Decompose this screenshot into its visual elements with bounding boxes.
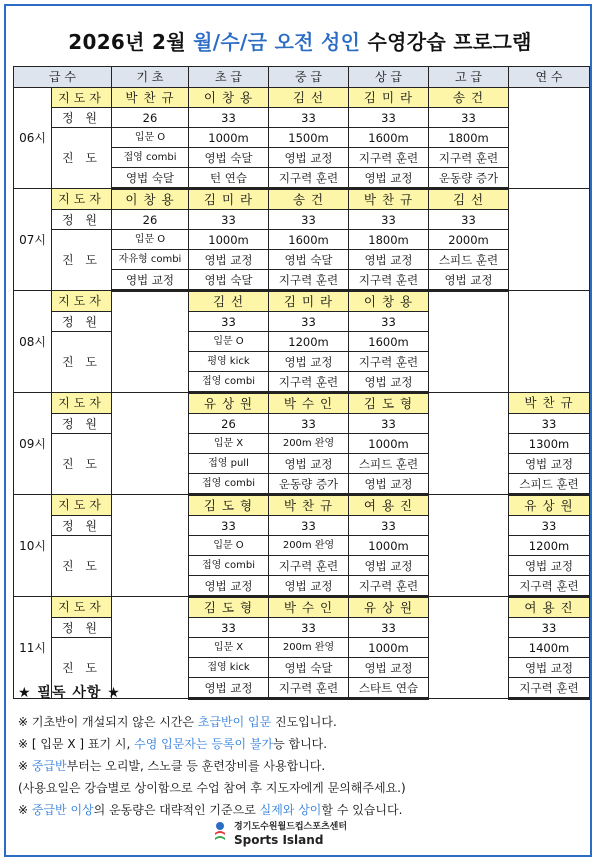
notes-segment: ※ [ 입문 X ] 표기 시, [18, 737, 135, 751]
instructor-row [14, 189, 590, 210]
notes-line [18, 711, 588, 733]
instructor-row [14, 495, 590, 516]
progress-cell: 1600m [269, 230, 349, 250]
header-level: 급 수 [14, 67, 112, 88]
title-highlight: 월/수/금 오전 성인 [193, 30, 361, 54]
instructor-name: 김 미 라 [349, 88, 429, 108]
logo-line1: 경기도수원월드컵스포츠센터 [234, 822, 348, 832]
capacity-value: 33 [269, 618, 349, 638]
progress-cell: 접영 combi [112, 148, 189, 168]
progress-cell: 영법 교정 [269, 148, 349, 168]
instructor-label: 지도자 [52, 597, 112, 618]
progress-cell: 지구력 훈련 [349, 576, 429, 597]
capacity-value: 33 [269, 414, 349, 434]
progress-cell: 1000m [189, 230, 269, 250]
progress-cell: 턴 연습 [189, 168, 269, 189]
notes-segment: ※ [18, 803, 32, 817]
instructor-name: 김 선 [269, 88, 349, 108]
capacity-value: 33 [349, 414, 429, 434]
instructor-name [509, 291, 590, 393]
progress-cell: 운동량 증가 [269, 474, 349, 495]
progress-cell: 영법 교정 [349, 168, 429, 189]
instructor-name: 김 도 형 [189, 597, 269, 618]
progress-cell: 운동량 증가 [429, 168, 509, 189]
progress-cell: 영법 교정 [189, 576, 269, 597]
instructor-name: 송 건 [269, 189, 349, 210]
progress-cell: 1400m [509, 638, 590, 658]
instructor-name [429, 393, 509, 495]
basic-empty-cell [112, 495, 189, 597]
progress-cell: 지구력 훈련 [509, 678, 590, 699]
progress-cell: 1800m [349, 230, 429, 250]
progress-label: 진 도 [52, 230, 112, 291]
progress-cell: 2000m [429, 230, 509, 250]
instructor-name: 김 선 [429, 189, 509, 210]
session-time: 11시 [14, 597, 52, 699]
capacity-label: 정 원 [52, 516, 112, 536]
capacity-label: 정 원 [52, 618, 112, 638]
session-time: 09시 [14, 393, 52, 495]
progress-cell: 1500m [269, 128, 349, 148]
progress-cell: 1000m [189, 128, 269, 148]
progress-cell: 지구력 훈련 [429, 148, 509, 168]
capacity-value: 33 [509, 414, 590, 434]
instructor-row [14, 291, 590, 312]
instructor-label: 지도자 [52, 393, 112, 414]
progress-cell: 접영 combi [189, 372, 269, 393]
instructor-label: 지도자 [52, 291, 112, 312]
progress-cell: 지구력 훈련 [509, 576, 590, 597]
instructor-name: 여 용 진 [509, 597, 590, 618]
header-training: 연 수 [509, 67, 590, 88]
instructor-name: 유 상 원 [509, 495, 590, 516]
progress-cell: 영법 숙달 [269, 250, 349, 270]
session-time: 08시 [14, 291, 52, 393]
header-intermediate: 중 급 [269, 67, 349, 88]
progress-cell: 영법 교정 [349, 474, 429, 495]
instructor-name: 유 상 원 [349, 597, 429, 618]
notes-line [18, 733, 588, 755]
progress-cell: 스피드 훈련 [509, 474, 590, 495]
progress-cell: 자유형 combi [112, 250, 189, 270]
notes-segment: 수영 입문자는 등록이 불가 [134, 737, 274, 751]
instructor-name: 박 수 인 [269, 597, 349, 618]
instructor-name: 김 미 라 [189, 189, 269, 210]
progress-cell: 1000m [349, 536, 429, 556]
capacity-value: 33 [349, 210, 429, 230]
capacity-value: 33 [189, 210, 269, 230]
progress-cell: 영법 교정 [429, 270, 509, 291]
progress-label: 진 도 [52, 638, 112, 699]
instructor-name: 유 상 원 [189, 393, 269, 414]
progress-cell: 지구력 훈련 [349, 352, 429, 372]
capacity-value: 33 [189, 312, 269, 332]
progress-cell: 영법 교정 [349, 658, 429, 678]
progress-cell: 지구력 훈련 [269, 168, 349, 189]
notes-section [18, 682, 588, 821]
basic-empty-cell [112, 291, 189, 393]
progress-cell: 접영 pull [189, 454, 269, 474]
progress-cell: 영법 숙달 [269, 658, 349, 678]
progress-cell: 영법 교정 [269, 352, 349, 372]
notes-line [18, 777, 588, 799]
progress-cell: 1000m [349, 638, 429, 658]
progress-cell: 지구력 훈련 [269, 678, 349, 699]
instructor-row [14, 393, 590, 414]
notes-segment: (사용요일은 강습별로 상이함으로 수업 참여 후 지도자에게 문의해주세요.) [18, 781, 406, 795]
progress-label: 진 도 [52, 128, 112, 189]
title-prefix: 2026년 2월 [68, 30, 194, 54]
progress-cell: 영법 숙달 [112, 168, 189, 189]
progress-cell: 영법 교정 [509, 556, 590, 576]
capacity-value: 26 [189, 414, 269, 434]
capacity-value: 33 [429, 210, 509, 230]
notes-segment: 의 운동량은 대략적인 기준으로 [93, 803, 260, 817]
progress-cell: 1800m [429, 128, 509, 148]
notes-segment: 초급반이 입문 [197, 715, 272, 729]
session-time: 06시 [14, 88, 52, 189]
progress-cell: 평영 kick [189, 352, 269, 372]
capacity-value: 33 [269, 516, 349, 536]
progress-cell: 영법 숙달 [189, 270, 269, 291]
instructor-name: 김 미 라 [269, 291, 349, 312]
capacity-value: 33 [189, 516, 269, 536]
header-upper: 상 급 [349, 67, 429, 88]
instructor-label: 지도자 [52, 495, 112, 516]
instructor-name [429, 495, 509, 597]
sports-center-logo [212, 819, 392, 851]
notes-segment: 중급반 이상 [31, 803, 94, 817]
instructor-name: 박 수 인 [269, 393, 349, 414]
instructor-name: 여 용 진 [349, 495, 429, 516]
instructor-name: 박 찬 규 [269, 495, 349, 516]
progress-cell: 지구력 훈련 [349, 270, 429, 291]
capacity-value: 33 [349, 618, 429, 638]
instructor-name [509, 189, 590, 291]
capacity-label: 정 원 [52, 414, 112, 434]
logo-mark-icon [212, 821, 228, 845]
notes-line [18, 755, 588, 777]
capacity-value: 33 [349, 108, 429, 128]
schedule-table [13, 66, 590, 700]
progress-cell: 영법 교정 [509, 454, 590, 474]
instructor-name: 박 찬 규 [349, 189, 429, 210]
progress-cell: 200m 완영 [269, 536, 349, 556]
capacity-value: 33 [509, 618, 590, 638]
progress-label: 진 도 [52, 332, 112, 393]
progress-cell: 영법 교정 [269, 454, 349, 474]
instructor-name: 송 건 [429, 88, 509, 108]
capacity-value: 33 [509, 516, 590, 536]
progress-label: 진 도 [52, 536, 112, 597]
notes-segment: 실제와 상이 [259, 803, 322, 817]
notes-line [18, 799, 588, 821]
progress-cell: 접영 combi [189, 556, 269, 576]
notes-segment: 진도입니다. [271, 715, 337, 729]
instructor-label: 지도자 [52, 189, 112, 210]
instructor-name: 이 창 용 [189, 88, 269, 108]
instructor-label: 지도자 [52, 88, 112, 108]
logo-line2: Sports Island [234, 833, 324, 847]
notes-heading: ★ 필독 사항 ★ [18, 685, 121, 701]
progress-cell: 입문 O [189, 536, 269, 556]
progress-cell: 입문 O [112, 230, 189, 250]
capacity-label: 정 원 [52, 108, 112, 128]
capacity-label: 정 원 [52, 210, 112, 230]
progress-cell: 1000m [349, 434, 429, 454]
title-suffix: 수영강습 프로그램 [360, 30, 532, 54]
progress-cell: 1300m [509, 434, 590, 454]
progress-cell: 1600m [349, 128, 429, 148]
instructor-name: 김 도 형 [189, 495, 269, 516]
progress-cell: 1200m [269, 332, 349, 352]
instructor-name [509, 88, 590, 189]
progress-cell: 1600m [349, 332, 429, 352]
capacity-value: 33 [349, 312, 429, 332]
instructor-name: 이 창 용 [112, 189, 189, 210]
progress-cell: 영법 교정 [349, 250, 429, 270]
progress-cell: 접영 combi [189, 474, 269, 495]
progress-cell: 영법 교정 [509, 658, 590, 678]
progress-cell: 1200m [509, 536, 590, 556]
notes-segment: 부터는 오리발, 스노클 등 훈련장비를 사용합니다. [66, 759, 326, 773]
progress-cell: 입문 X [189, 638, 269, 658]
progress-cell: 영법 숙달 [189, 148, 269, 168]
header-beginner: 초 급 [189, 67, 269, 88]
capacity-value: 26 [112, 108, 189, 128]
instructor-name: 박 찬 규 [509, 393, 590, 414]
capacity-value: 33 [269, 210, 349, 230]
progress-label: 진 도 [52, 434, 112, 495]
progress-row [14, 128, 590, 148]
notes-segment: 할 수 있습니다. [321, 803, 403, 817]
notes-segment: ※ 기초반이 개설되지 않은 시간은 [18, 715, 198, 729]
instructor-name: 이 창 용 [349, 291, 429, 312]
progress-cell: 영법 교정 [349, 556, 429, 576]
basic-empty-cell [112, 393, 189, 495]
header-basic: 기 초 [112, 67, 189, 88]
progress-cell: 스타트 연습 [349, 678, 429, 699]
progress-cell: 200m 완영 [269, 434, 349, 454]
progress-cell: 지구력 훈련 [349, 148, 429, 168]
capacity-label: 정 원 [52, 312, 112, 332]
session-time: 07시 [14, 189, 52, 291]
notes-segment: 능 합니다. [273, 737, 328, 751]
progress-cell: 지구력 훈련 [269, 556, 349, 576]
capacity-value: 33 [349, 516, 429, 536]
progress-cell: 지구력 훈련 [269, 270, 349, 291]
progress-cell: 입문 O [112, 128, 189, 148]
progress-cell: 입문 X [189, 434, 269, 454]
instructor-name [429, 291, 509, 393]
notes-segment: ※ [18, 759, 32, 773]
header-row [14, 67, 590, 88]
instructor-row [14, 88, 590, 108]
capacity-value: 33 [269, 312, 349, 332]
header-advanced: 고 급 [429, 67, 509, 88]
progress-cell: 영법 교정 [189, 678, 269, 699]
progress-cell: 접영 kick [189, 658, 269, 678]
capacity-value: 26 [112, 210, 189, 230]
progress-cell: 지구력 훈련 [269, 372, 349, 393]
session-time: 10시 [14, 495, 52, 597]
progress-cell: 스피드 훈련 [349, 454, 429, 474]
instructor-row [14, 597, 590, 618]
capacity-value: 33 [269, 108, 349, 128]
capacity-row [14, 108, 590, 128]
capacity-value: 33 [429, 108, 509, 128]
progress-cell: 영법 교정 [189, 250, 269, 270]
progress-cell: 스피드 훈련 [429, 250, 509, 270]
progress-cell: 영법 교정 [112, 270, 189, 291]
progress-cell: 영법 교정 [269, 576, 349, 597]
instructor-name: 김 선 [189, 291, 269, 312]
notes-segment: 중급반 [31, 759, 67, 773]
progress-row [14, 230, 590, 250]
instructor-name: 김 도 형 [349, 393, 429, 414]
instructor-name: 박 찬 규 [112, 88, 189, 108]
capacity-value: 33 [189, 618, 269, 638]
progress-cell: 입문 O [189, 332, 269, 352]
capacity-row [14, 210, 590, 230]
progress-cell: 영법 교정 [349, 372, 429, 393]
capacity-value: 33 [189, 108, 269, 128]
progress-cell: 200m 완영 [269, 638, 349, 658]
page-title [0, 26, 600, 55]
